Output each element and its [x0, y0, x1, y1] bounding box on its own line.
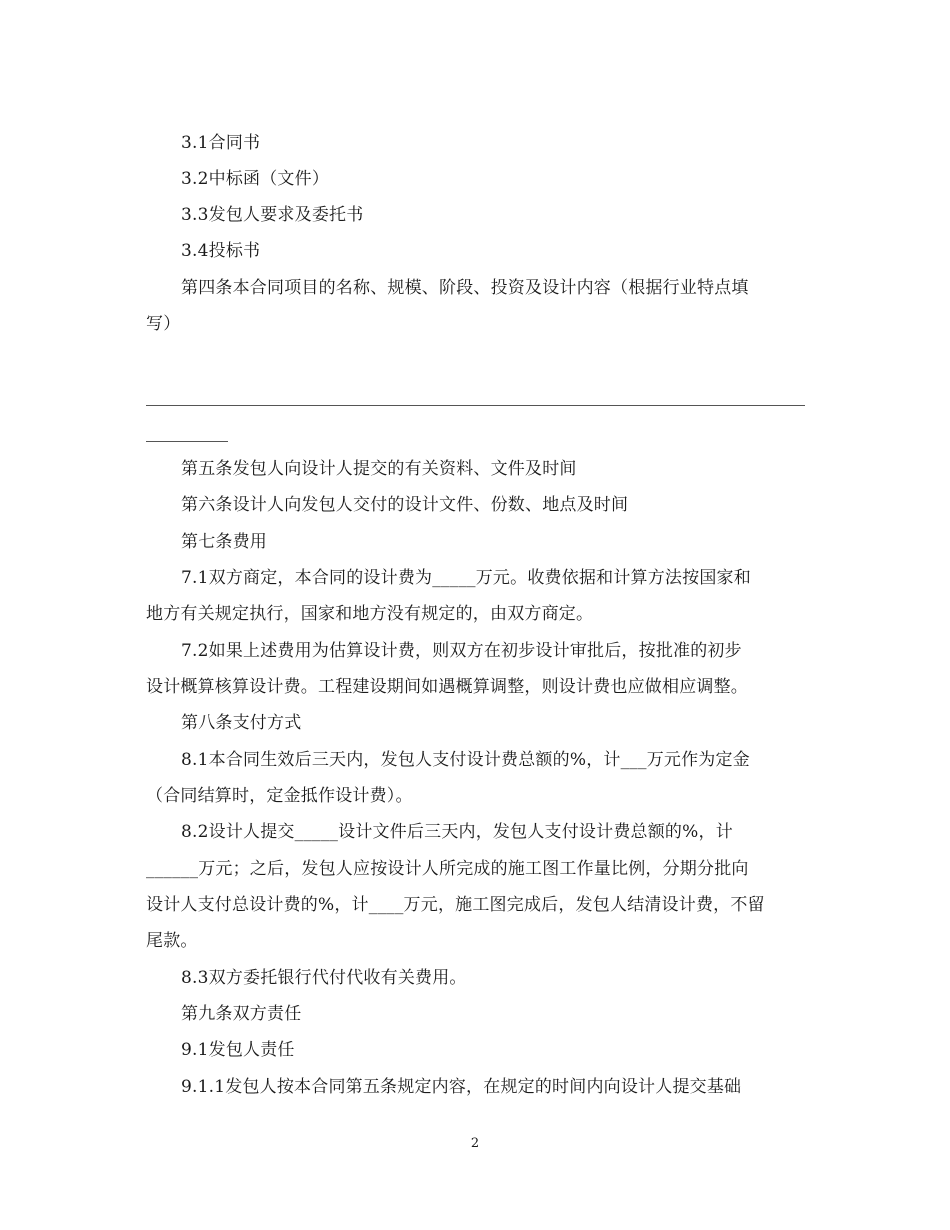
clause-8-2-continuation-3: 尾款。 [146, 931, 198, 951]
clause-8-3: 8.3双方委托银行代付代收有关费用。 [181, 968, 467, 988]
fill-in-blank-line [146, 405, 805, 406]
article-8-heading: 第八条支付方式 [181, 713, 302, 733]
article-9-heading: 第九条双方责任 [181, 1004, 302, 1024]
article-5-heading: 第五条发包人向设计人提交的有关资料、文件及时间 [181, 459, 577, 479]
article-6-heading: 第六条设计人向发包人交付的设计文件、份数、地点及时间 [181, 495, 629, 515]
clause-8-2-continuation-1: ______万元；之后，发包人应按设计人所完成的施工图工作量比例，分期分批向 [146, 859, 749, 879]
clause-9-1-1: 9.1.1发包人按本合同第五条规定内容，在规定的时间内向设计人提交基础 [181, 1077, 742, 1097]
clause-7-1-continuation: 地方有关规定执行，国家和地方没有规定的，由双方商定。 [146, 604, 594, 624]
article-4-heading: 第四条本合同项目的名称、规模、阶段、投资及设计内容（根据行业特点填 [181, 278, 749, 298]
clause-3-3: 3.3发包人要求及委托书 [181, 205, 364, 225]
clause-8-1: 8.1本合同生效后三天内，发包人支付设计费总额的%，计___万元作为定金 [181, 750, 750, 770]
clause-8-2-continuation-2: 设计人支付总设计费的%，计____万元，施工图完成后，发包人结清设计费，不留 [146, 895, 765, 915]
clause-7-2-continuation: 设计概算核算设计费。工程建设期间如遇概算调整，则设计费也应做相应调整。 [146, 677, 748, 697]
clause-7-1: 7.1双方商定，本合同的设计费为_____万元。收费依据和计算方法按国家和 [181, 568, 751, 588]
article-4-continuation: 写） [146, 314, 181, 334]
article-7-heading: 第七条费用 [181, 532, 267, 552]
clause-8-2: 8.2设计人提交_____设计文件后三天内，发包人支付设计费总额的%，计 [181, 822, 733, 842]
page-number: 2 [470, 1136, 480, 1151]
clause-3-4: 3.4投标书 [181, 241, 261, 261]
clause-7-2: 7.2如果上述费用为估算设计费，则双方在初步设计审批后，按批准的初步 [181, 641, 742, 661]
clause-3-2: 3.2中标函（文件） [181, 169, 330, 189]
clause-8-1-continuation: （合同结算时，定金抵作设计费）。 [146, 786, 413, 806]
fill-in-blank-line-end [146, 441, 228, 442]
clause-9-1: 9.1发包人责任 [181, 1040, 295, 1060]
clause-3-1: 3.1合同书 [181, 133, 261, 153]
